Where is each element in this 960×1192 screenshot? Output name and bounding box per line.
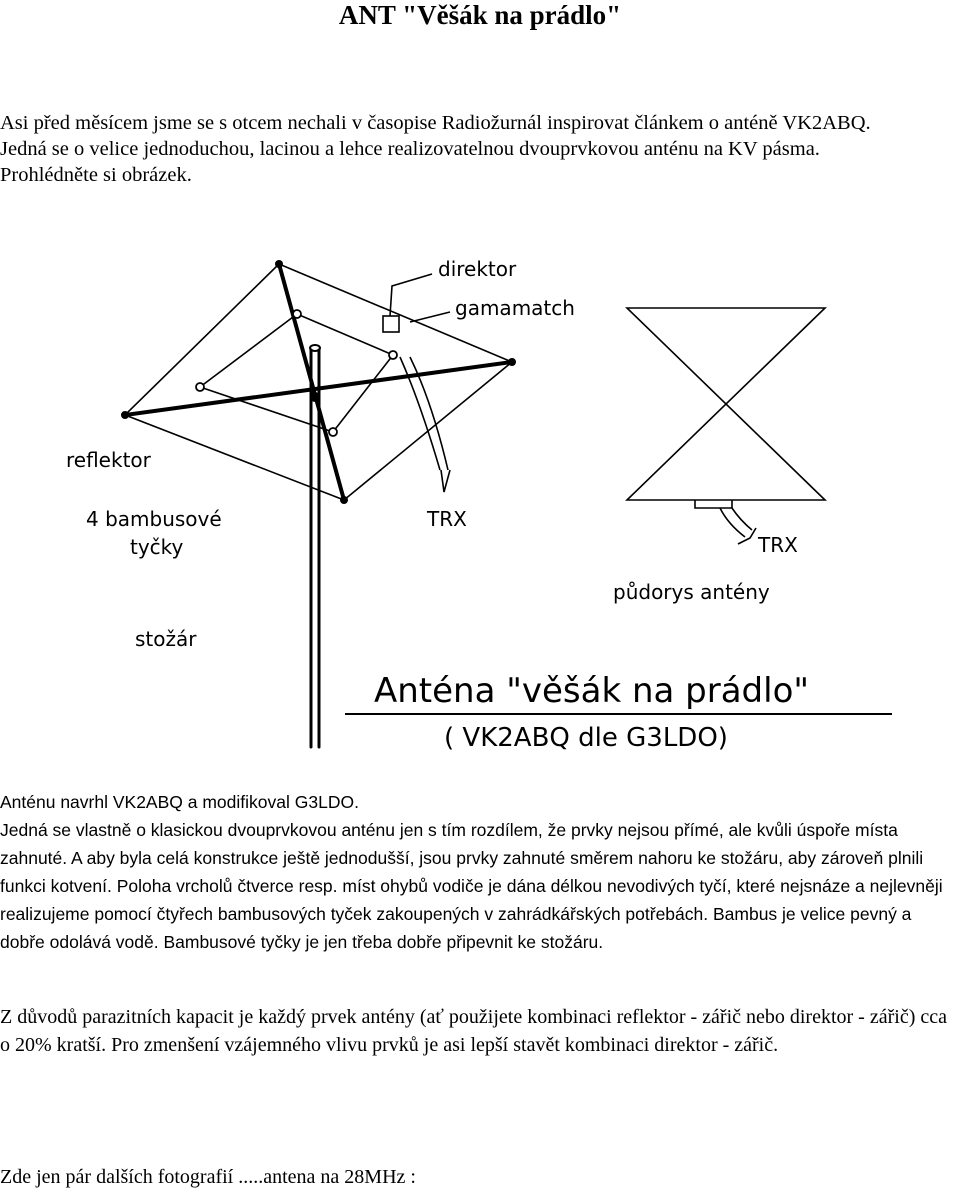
second-paragraph (0, 1003, 958, 1059)
direktor-leader (390, 274, 432, 316)
mast-junction (310, 392, 320, 402)
label-bambus-1: 4 bambusové (86, 507, 222, 531)
pole-end-right (508, 358, 516, 366)
description-line-1: Anténu navrhl VK2ABQ a modifikoval G3LDO. (0, 792, 359, 812)
antenna-drawing (0, 252, 960, 762)
description-line-2: Jedná se vlastně o klasickou dvouprvkovou anténu jen s tím rozdílem, že prvky nejsou přímé, ale kvůli úspoře místa zahnuté. A aby byla celá konstrukce ještě jednodušší, jsou prvky zahnuté směrem nahoru ke stožáru, aby zároveň plnili funkci kotvení. Poloha vrcholů čtverce resp. míst ohybů vodiče je dána délkou nevodivých tyčí, které nejsnáze a nejlevněji realizujeme pomocí čtyřech bambusových tyček zakoupených v zahrádkářských potřebách. Bambus je velice pevný a dobře odolává vodě. Bambusové tyčky je jen třeba dobře připevnit ke stožáru. (0, 820, 943, 952)
label-trx-right: TRX (758, 533, 798, 557)
plan-view-drawing (627, 308, 825, 544)
intro-line-2: Jedná se o velice jednoduchou, lacinou a lehce realizovatelnou dvouprvkovou anténu na KV pásma. (0, 138, 820, 160)
insulator-2 (196, 383, 204, 391)
label-direktor: direktor (438, 257, 517, 281)
insulator-1 (293, 310, 301, 318)
plan-feed-line-2 (732, 508, 752, 530)
intro-text (0, 110, 950, 188)
plan-feed-line-1 (720, 508, 745, 537)
intro-line-1: Asi před měsícem jsme se s otcem nechali v časopise Radiožurnál inspirovat článkem o anténě VK2ABQ. (0, 112, 871, 134)
gamma-match-box (383, 316, 399, 332)
second-paragraph-text: Z důvodů parazitních kapacit je každý prvek antény (ať použijete kombinaci reflektor - zářič nebo direktor - zářič) cca o 20% kratší. Pro zmenšení vzájemného vlivu prvků je asi lepší stavět kombinaci direktor - zářič. (0, 1006, 947, 1056)
page-title: ANT "Věšák na prádlo" (338, 0, 622, 30)
label-reflektor: reflektor (66, 448, 151, 472)
wire-reflector-1 (125, 264, 279, 415)
footer-text: Zde jen pár dalších fotografií .....antena na 28MHz : (0, 1166, 416, 1188)
caption-title: Anténa "věšák na prádlo" (374, 671, 810, 711)
pole-end-top (275, 260, 283, 268)
plan-feed-arrow (738, 528, 756, 544)
label-stozar: stožár (135, 627, 197, 651)
description-text (0, 788, 958, 956)
insulator-3 (389, 351, 397, 359)
plan-view-shape (627, 308, 825, 500)
insulator-4 (329, 428, 337, 436)
label-pudorys: půdorys antény (613, 580, 770, 604)
antenna-sketch-svg (0, 252, 960, 762)
gamma-match-drawing (383, 316, 450, 492)
wire-inner-1 (200, 314, 297, 387)
label-gamamatch: gamamatch (455, 296, 575, 320)
feed-arrow (441, 470, 450, 492)
intro-line-3: Prohlédněte si obrázek. (0, 164, 192, 186)
wire-inner-4 (333, 355, 393, 432)
pole-end-left (121, 411, 129, 419)
label-bambus-2: tyčky (130, 535, 184, 559)
pole-end-bottom (340, 496, 348, 504)
mast-top (310, 345, 320, 351)
label-trx-left: TRX (427, 507, 467, 531)
gamamatch-leader (410, 312, 450, 322)
plan-feed (695, 500, 732, 508)
caption-subtitle: ( VK2ABQ dle G3LDO) (444, 723, 728, 753)
